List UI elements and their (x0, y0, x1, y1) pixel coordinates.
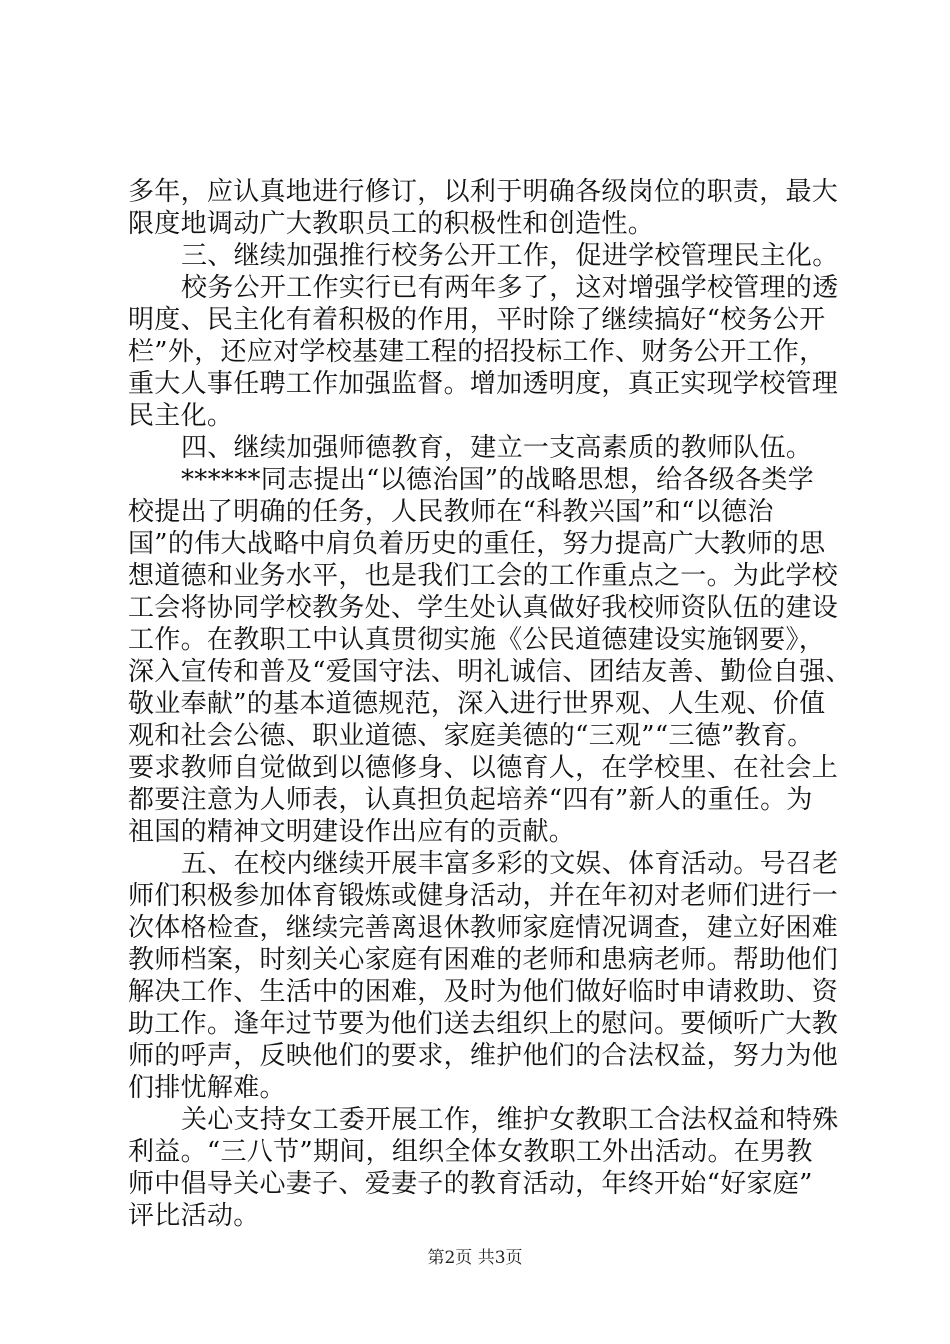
text-line: 敬业奉献”的基本道德规范，深入进行世界观、人生观、价值 (128, 689, 826, 719)
section-heading-3: 三、继续加强推行校务公开工作，促进学校管理民主化。 (181, 241, 839, 271)
text-line: 次体格检查，继续完善离退休教师家庭情况调查，建立好困难 (128, 913, 839, 943)
text-line: 限度地调动广大教职员工的积极性和创造性。 (128, 209, 655, 239)
text-line: 观和社会公德、职业道德、家庭美德的“三观”“三德”教育。 (128, 721, 814, 751)
text-line: 解决工作、生活中的困难，及时为他们做好临时申请救助、资 (128, 977, 839, 1007)
text-line: 教师档案，时刻关心家庭有困难的老师和患病老师。帮助他们 (128, 945, 839, 975)
section-heading-4: 四、继续加强师德教育，建立一支高素质的教师队伍。 (181, 433, 813, 463)
text-line: 明度、民主化有着积极的作用，平时除了继续搞好“校务公开 (128, 305, 826, 335)
text-line: 师中倡导关心妻子、爱妻子的教育活动，年终开始“好家庭” (128, 1169, 813, 1199)
text-line: 国”的伟大战略中肩负着历史的重任，努力提高广大教师的思 (128, 529, 826, 559)
text-line: 校务公开工作实行已有两年多了，这对增强学校管理的透 (181, 273, 839, 303)
text-line: 工会将协同学校教务处、学生处认真做好我校师资队伍的建设 (128, 593, 839, 623)
text-line: ******同志提出“以德治国”的战略思想，给各级各类学 (181, 465, 814, 495)
text-line: 民主化。 (128, 401, 234, 431)
text-line: 要求教师自觉做到以德修身、以德育人，在学校里、在社会上 (128, 753, 839, 783)
text-line: 想道德和业务水平，也是我们工会的工作重点之一。为此学校 (128, 561, 839, 591)
text-line: 祖国的精神文明建设作出应有的贡献。 (128, 817, 576, 847)
text-line: 都要注意为人师表，认真担负起培养“四有”新人的重任。为 (128, 785, 813, 815)
text-line: 工作。在教职工中认真贯彻实施《公民道德建设实施钢要》， (128, 625, 826, 655)
text-line: 校提出了明确的任务，人民教师在“科教兴国”和“以德治 (128, 497, 774, 527)
text-line: 深入宣传和普及“爱国守法、明礼诚信、团结友善、勤俭自强、 (128, 657, 852, 687)
text-line: 关心支持女工委开展工作，维护女教职工合法权益和特殊 (181, 1105, 839, 1135)
text-line: 重大人事任聘工作加强监督。增加透明度，真正实现学校管理 (128, 369, 839, 399)
section-heading-5: 五、在校内继续开展丰富多彩的文娱、体育活动。号召老 (181, 849, 839, 879)
text-line: 多年，应认真地进行修订，以利于明确各级岗位的职责，最大 (128, 177, 839, 207)
text-line: 师们积极参加体育锻炼或健身活动，并在年初对老师们进行一 (128, 881, 839, 911)
text-line: 利益。“三八节”期间，组织全体女教职工外出活动。在男教 (128, 1137, 813, 1167)
body-text (128, 176, 852, 1232)
page-number-footer: 第2页 共3页 (427, 1248, 523, 1268)
text-line: 们排忧解难。 (128, 1073, 286, 1103)
text-line: 评比活动。 (128, 1201, 260, 1231)
text-line: 助工作。逢年过节要为他们送去组织上的慰问。要倾听广大教 (128, 1009, 839, 1039)
text-line: 栏”外，还应对学校基建工程的招投标工作、财务公开工作， (128, 337, 826, 367)
text-line: 师的呼声，反映他们的要求，维护他们的合法权益，努力为他 (128, 1041, 839, 1071)
